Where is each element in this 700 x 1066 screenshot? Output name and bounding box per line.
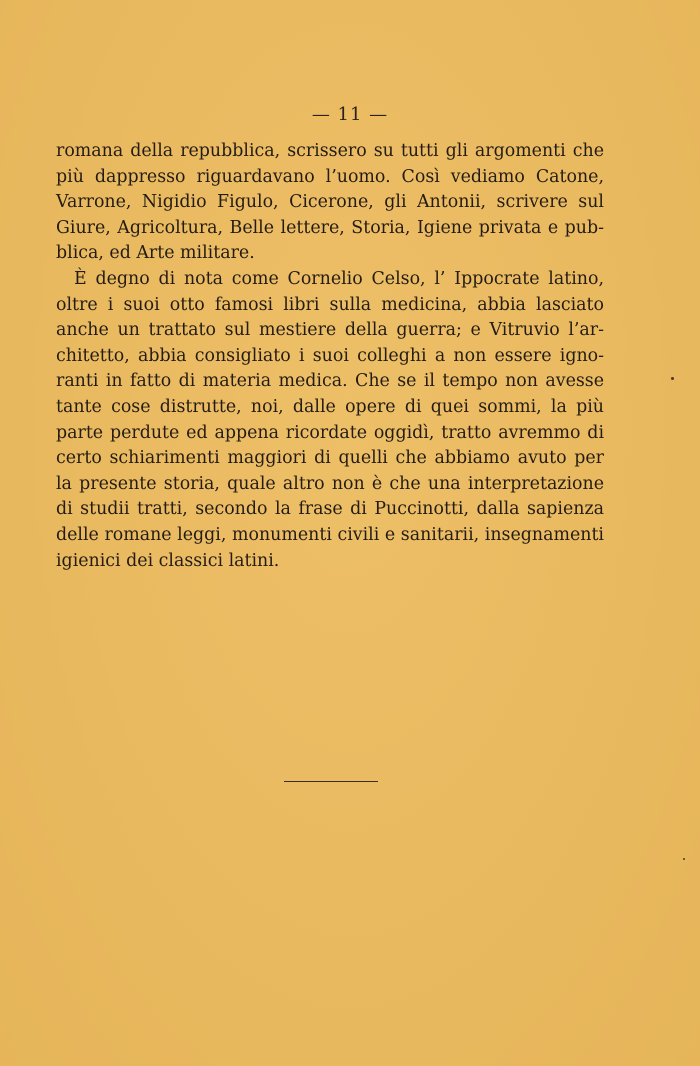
- page-number: — 11 —: [311, 104, 389, 125]
- paper-speck: [683, 858, 685, 860]
- body-text: [56, 139, 604, 574]
- text-line: parte perdute ed appena ricordate oggidì, tratto avremmo di: [56, 422, 604, 443]
- text-line: tante cose distrutte, noi, dalle opere di quei sommi, la più: [56, 396, 604, 417]
- text-line: delle romane leggi, monumenti civili e sanitarii, insegnamenti: [56, 524, 604, 545]
- text-line: Giure, Agricoltura, Belle lettere, Storia, Igiene privata e pub-: [56, 217, 604, 238]
- section-divider: [284, 781, 378, 782]
- text-line: ranti in fatto di materia medica. Che se il tempo non avesse: [56, 371, 604, 392]
- text-line: anche un trattato sul mestiere della guerra; e Vitruvio l’ar-: [56, 320, 604, 341]
- text-line: certo schiarimenti maggiori di quelli che abbiamo avuto per: [56, 448, 604, 469]
- text-line: oltre i suoi otto famosi libri sulla medicina, abbia lasciato: [56, 294, 604, 315]
- text-line: igienici dei classici latini.: [56, 550, 280, 571]
- paper-speck: [671, 377, 674, 380]
- text-line: Varrone, Nigidio Figulo, Cicerone, gli Antonii, scrivere sul: [56, 192, 604, 213]
- text-line: di studii tratti, secondo la frase di Puccinotti, dalla sapienza: [56, 499, 604, 520]
- text-line: È degno di nota come Cornelio Celso, l’ Ippocrate latino,: [74, 268, 604, 289]
- text-line: blica, ed Arte militare.: [56, 243, 255, 264]
- text-line: la presente storia, quale altro non è che una interpretazione: [56, 473, 604, 494]
- text-line: chitetto, abbia consigliato i suoi colleghi a non essere igno-: [56, 345, 604, 366]
- text-line: romana della repubblica, scrissero su tutti gli argomenti che: [56, 141, 604, 161]
- text-line: più dappresso riguardavano l’uomo. Così vediamo Catone,: [56, 166, 604, 187]
